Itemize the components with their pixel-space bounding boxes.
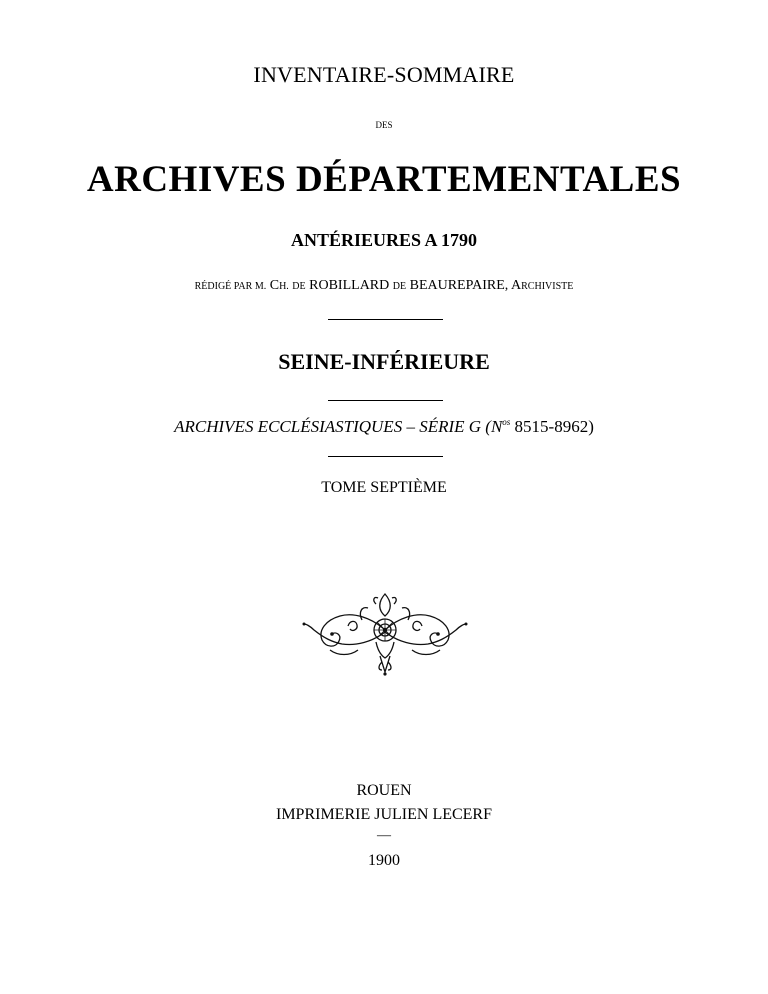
imprint-dash: — bbox=[377, 828, 391, 843]
tome-line: TOME SEPTIÈME bbox=[321, 479, 447, 496]
imprint-year: 1900 bbox=[368, 852, 400, 869]
author-ch-rest: H. bbox=[279, 281, 289, 292]
divider-rule bbox=[328, 319, 443, 320]
title-line: INVENTAIRE-SOMMAIRE bbox=[253, 62, 515, 87]
imprint-printer: IMPRIMERIE JULIEN LECERF bbox=[276, 806, 492, 823]
subtitle: ANTÉRIEURES A 1790 bbox=[290, 230, 478, 250]
department-title: SEINE-INFÉRIEURE bbox=[278, 349, 490, 374]
author-particle-2: DE bbox=[392, 281, 407, 292]
main-title: ARCHIVES DÉPARTEMENTALES bbox=[86, 159, 682, 200]
author-role-initial: A bbox=[511, 278, 522, 293]
author-prefix: RÉDIGÉ PAR M. bbox=[194, 281, 267, 292]
series-line bbox=[0, 417, 768, 437]
series-range: 8515-8962) bbox=[514, 417, 594, 436]
author-ch-initial: C bbox=[269, 278, 280, 293]
author-line bbox=[0, 278, 768, 294]
des-line: DES bbox=[375, 120, 393, 130]
author-particle-1: DE bbox=[292, 281, 306, 292]
author-name-2: BEAUREPAIRE, bbox=[409, 278, 509, 293]
printer-ornament-icon bbox=[302, 590, 468, 680]
author-role-rest: RCHIVISTE bbox=[521, 281, 574, 292]
series-italic: ARCHIVES ECCLÉSIASTIQUES – SÉRIE G (N bbox=[174, 417, 503, 436]
series-superscript: os bbox=[502, 417, 511, 427]
divider-rule bbox=[328, 456, 443, 457]
divider-rule bbox=[328, 400, 443, 401]
author-name-1: ROBILLARD bbox=[309, 278, 390, 293]
imprint-city: ROUEN bbox=[356, 782, 412, 799]
